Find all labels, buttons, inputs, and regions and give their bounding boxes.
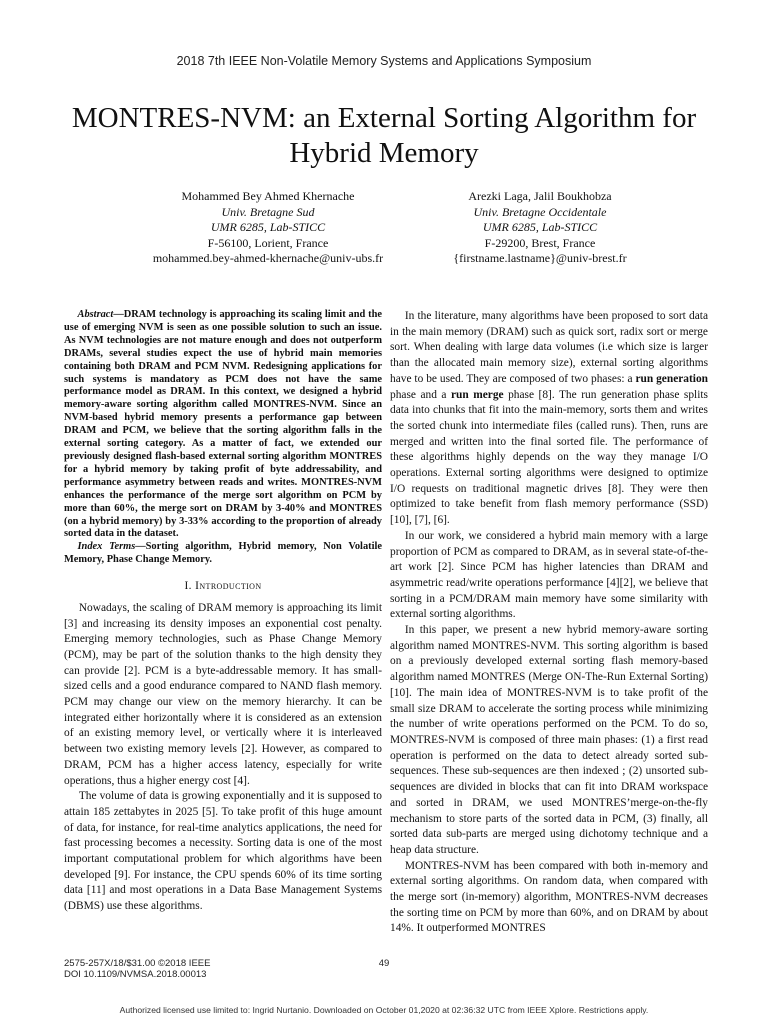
text-run: In the literature, many algorithms have been proposed to sort data in the main memory (DRAM) such as quick sort, radix sort or merge sort. When dealing with large data volumes (i.e which size is larger than the allocated main memory size), external sorting algorithms have to be used. They are composed of two phases: a (390, 310, 708, 385)
section-heading-introduction: I. Introduction (184, 580, 262, 593)
paragraph: MONTRES-NVM has been compared with both in-memory and external sorting algorithms. On random data, when compared with the merge sort (in-memory) algorithm, MONTRES-NVM decreases the sorting time on PCM by more than 60%, and on DRAM by about 14%. It outperformed MONTRES (390, 859, 708, 935)
index-terms-label: Index Terms (77, 541, 136, 553)
bold-term-run-generation: run generation (635, 372, 708, 385)
author-affiliation: Univ. Bretagne Sud (221, 204, 315, 219)
paragraph: In this paper, we present a new hybrid memory-aware sorting algorithm named MONTRES-NVM. This sorting algorithm is based on a previously developed external sorting flash memory-based algorithm named MONTRES (Merge ON-The-Run External Sorting) [10]. The main idea of MONTRES-NVM is to take profit of the small size DRAM to accelerate the sorting process while minimizing the number of write operations performed on the PCM. To do so, MONTRES-NVM is composed of three main phases: (1) a first read operation is performed on the data to detect already sorted sub-sequences. These sub-sequences are then indexed ; (2) unsorted sub-sequences are divided in blocks that can fit into DRAM workspace and sorted in DRAM, we used MONTRES’merge-on-the-fly mechanism to store parts of the sorted data in PCM, (3) finally, all sorted data sub-parts are merged using dichotomy technique and a heap data structure. (390, 624, 708, 856)
author-name: Mohammed Bey Ahmed Khernache (181, 189, 355, 203)
author-address: F-56100, Lorient, France (207, 235, 329, 250)
abstract-label: Abstract (77, 309, 114, 320)
author-address: F-29200, Brest, France (484, 235, 596, 250)
abstract (64, 309, 382, 541)
paragraph: Nowadays, the scaling of DRAM memory is approaching its limit [3] and increasing its density imposes an exponential cost penalty. Emerging memory technologies, such as Phase Change Memory (PCM), may be part of the solution thanks to the high density they can provide [2]. PCM is a byte-addressable memory. It has small-sized cells and a good endurance compared to NAND flash memory. PCM may change our view on the memory hierarchy. It can be integrated either horizontally where it is considered as an extension of an existing memory level, or vertically where it is interleaved between two existing memory levels [2]. However, as compared to DRAM, PCM has a higher access latency, especially for write operations, thus a higher energy cost [4]. (64, 601, 382, 787)
page-number: 49 (378, 958, 390, 969)
text-run: phase [8]. The run generation phase splits data into chunks that fit into the main-memory, sorts them and writes the sorted chunk into intermediate files (called runs). Then, runs are merged and written into the final sorted file. The performance of these algorithms highly depends on the way they manage I/O operations. External sorting algorithms were designed to optimize I/O requests on traditional magnetic drives [8]. They were then optimized to take benefit from flash memory performance (SSD) [10], [7], [6]. (390, 388, 708, 527)
author-name: Arezki Laga, Jalil Boukhobza (468, 189, 612, 203)
abstract-text: —DRAM technology is approaching its scaling limit and the use of emerging NVM is seen as one possible solution to such an issue. As NVM technologies are not mature enough and does not outperform DRAMs, several studies expect the use of hybrid main memories containing both DRAM and PCM NVM. Redesigning applications for such systems is mandatory as PCM does not have the same performance model as DRAM. In this context, we designed a hybrid memory-aware sorting algorithm called MONTRES-NVM. Since an NVM-based hybrid memory presents a performance gap between DRAM and PCM, we believe that the sorting algorithm falls in the external sorting category. As a matter of fact, we extended our previously designed flash-based external sorting algorithm MONTRES for a hybrid memory by taking profit of byte addressability, and performance asymmetry between reads and writes. MONTRES-NVM enhances the performance of the merge sort algorithm on PCM by more than 60%, the merge sort on DRAM by 3-40% and MONTRES (on a hybrid memory) by 3-33% according to the proportion of already sorted data in the dataset. (64, 309, 382, 540)
author-block-2 (390, 189, 690, 267)
author-block-1 (118, 189, 418, 267)
left-column (64, 309, 382, 915)
index-terms (64, 541, 382, 567)
author-email: mohammed.bey-ahmed-khernache@univ-ubs.fr (152, 251, 384, 265)
bold-term-run-merge: run merge (450, 388, 504, 401)
text-run: phase and a (390, 388, 451, 401)
paragraph (390, 309, 708, 529)
author-affiliation: Univ. Bretagne Occidentale (473, 204, 607, 219)
index-terms-text: —Sorting algorithm, Hybrid memory, Non Volatile Memory, Phase Change Memory. (64, 541, 382, 566)
paper-title: MONTRES-NVM: an External Sorting Algorithm for Hybrid Memory (71, 102, 697, 169)
paragraph: In our work, we considered a hybrid main memory with a large proportion of PCM as compared to DRAM, as in several state-of-the-art work [2]. Since PCM has higher latencies than DRAM and asymmetric read/write operations performance [4][2], we believe that sorting in a PCM/DRAM main memory have some similarity with external sorting algorithms. (390, 529, 708, 621)
authorized-use-note: Authorized licensed use limited to: Ingrid Nurtanio. Downloaded on October 01,2020 at 02:36:32 UTC from IEEE Xplore. Restrictions apply. (119, 1005, 649, 1015)
right-column (390, 309, 708, 937)
paragraph: The volume of data is growing exponentially and it is supposed to attain 185 zettabytes in 2025 [5]. To take profit of this huge amount of data, for instance, for real-time analytics applications, the need for fast processing becomes a necessity. Sorting data is one of the most important computational problem for which algorithms have been developed [9]. For instance, the CPU spends 60% of its time sorting data [11] and most operations in a Data Base Management Systems (DBMS) use these algorithms. (64, 790, 382, 913)
footer-doi: DOI 10.1109/NVMSA.2018.00013 (64, 969, 207, 980)
conference-header: 2018 7th IEEE Non-Volatile Memory Systems and Applications Symposium (176, 54, 592, 68)
author-lab: UMR 6285, Lab-STICC (482, 220, 598, 234)
author-lab: UMR 6285, Lab-STICC (210, 220, 326, 234)
author-email: {firstname.lastname}@univ-brest.fr (453, 251, 627, 265)
footer-issn: 2575-257X/18/$31.00 ©2018 IEEE (64, 958, 211, 969)
